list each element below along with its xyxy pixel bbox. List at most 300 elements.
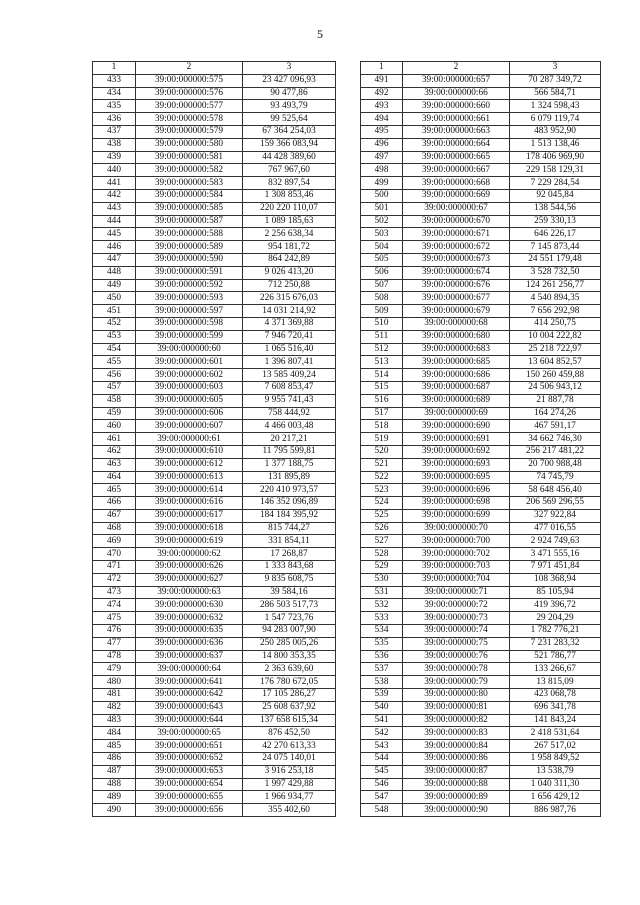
row-number-cell: 449 [93, 279, 136, 292]
row-number-cell: 486 [93, 753, 136, 766]
row-number-cell: 503 [361, 228, 403, 241]
value-cell: 17 268,87 [243, 548, 336, 561]
value-cell: 133 266,67 [510, 663, 601, 676]
value-cell: 286 503 517,73 [243, 599, 336, 612]
row-number-cell: 447 [93, 253, 136, 266]
table-row [361, 87, 601, 100]
value-cell: 2 256 638,34 [243, 228, 336, 241]
row-number-cell: 496 [361, 138, 403, 151]
cadastral-number-cell: 39:00:000000:663 [403, 125, 510, 138]
row-number-cell: 450 [93, 292, 136, 305]
header-cell-1: 1 [93, 62, 136, 75]
cadastral-number-cell: 39:00:000000:619 [136, 535, 243, 548]
cadastral-number-cell: 39:00:000000:690 [403, 420, 510, 433]
value-cell: 2 418 531,64 [510, 727, 601, 740]
value-cell: 7 231 283,32 [510, 637, 601, 650]
table-row [361, 138, 601, 151]
row-number-cell: 474 [93, 599, 136, 612]
row-number-cell: 468 [93, 522, 136, 535]
table-row [361, 727, 601, 740]
value-cell: 566 584,71 [510, 87, 601, 100]
row-number-cell: 441 [93, 177, 136, 190]
table-row [93, 87, 336, 100]
value-cell: 24 551 179,48 [510, 253, 601, 266]
row-number-cell: 530 [361, 573, 403, 586]
cadastral-number-cell: 39:00:000000:673 [403, 253, 510, 266]
value-cell: 137 658 615,34 [243, 714, 336, 727]
table-row [93, 164, 336, 177]
cadastral-number-cell: 39:00:000000:581 [136, 151, 243, 164]
table-row [93, 804, 336, 817]
cadastral-number-cell: 39:00:000000:652 [136, 753, 243, 766]
table-row [93, 151, 336, 164]
row-number-cell: 535 [361, 637, 403, 650]
value-cell: 29 204,29 [510, 612, 601, 625]
cadastral-number-cell: 39:00:000000:72 [403, 599, 510, 612]
table-row [361, 471, 601, 484]
table-row [361, 202, 601, 215]
row-number-cell: 488 [93, 778, 136, 791]
value-cell: 24 075 140,01 [243, 753, 336, 766]
table-row [361, 151, 601, 164]
row-number-cell: 472 [93, 573, 136, 586]
table-row [361, 125, 601, 138]
row-number-cell: 455 [93, 356, 136, 369]
table-row [361, 535, 601, 548]
row-number-cell: 476 [93, 625, 136, 638]
value-cell: 74 745,79 [510, 471, 601, 484]
table-row [361, 100, 601, 113]
row-number-cell: 511 [361, 330, 403, 343]
cadastral-number-cell: 39:00:000000:655 [136, 791, 243, 804]
value-cell: 864 242,89 [243, 253, 336, 266]
value-cell: 176 780 672,05 [243, 676, 336, 689]
table-row [361, 522, 601, 535]
row-number-cell: 529 [361, 561, 403, 574]
table-body [361, 74, 601, 816]
value-cell: 2 924 749,63 [510, 535, 601, 548]
cadastral-number-cell: 39:00:000000:601 [136, 356, 243, 369]
table-row [93, 369, 336, 382]
value-cell: 44 428 389,60 [243, 151, 336, 164]
cadastral-number-cell: 39:00:000000:598 [136, 317, 243, 330]
row-number-cell: 512 [361, 343, 403, 356]
row-number-cell: 484 [93, 727, 136, 740]
table-row [93, 548, 336, 561]
row-number-cell: 454 [93, 343, 136, 356]
table-row [93, 471, 336, 484]
row-number-cell: 451 [93, 305, 136, 318]
cadastral-number-cell: 39:00:000000:630 [136, 599, 243, 612]
value-cell: 4 466 003,48 [243, 420, 336, 433]
table-row [93, 445, 336, 458]
page-number: 5 [317, 27, 323, 41]
value-cell: 876 452,50 [243, 727, 336, 740]
row-number-cell: 481 [93, 689, 136, 702]
table-row [93, 458, 336, 471]
row-number-cell: 545 [361, 765, 403, 778]
row-number-cell: 521 [361, 458, 403, 471]
table-row [93, 714, 336, 727]
row-number-cell: 546 [361, 778, 403, 791]
row-number-cell: 501 [361, 202, 403, 215]
cadastral-number-cell: 39:00:000000:693 [403, 458, 510, 471]
row-number-cell: 537 [361, 663, 403, 676]
cadastral-number-cell: 39:00:000000:70 [403, 522, 510, 535]
table-row [93, 727, 336, 740]
cadastral-number-cell: 39:00:000000:64 [136, 663, 243, 676]
value-cell: 9 026 413,20 [243, 266, 336, 279]
cadastral-number-cell: 39:00:000000:74 [403, 625, 510, 638]
cadastral-number-cell: 39:00:000000:87 [403, 765, 510, 778]
cadastral-number-cell: 39:00:000000:68 [403, 317, 510, 330]
table-row [361, 509, 601, 522]
cadastral-number-cell: 39:00:000000:617 [136, 509, 243, 522]
cadastral-number-cell: 39:00:000000:76 [403, 650, 510, 663]
row-number-cell: 482 [93, 701, 136, 714]
value-cell: 267 517,02 [510, 740, 601, 753]
value-cell: 886 987,76 [510, 804, 601, 817]
value-cell: 758 444,92 [243, 407, 336, 420]
row-number-cell: 516 [361, 394, 403, 407]
cadastral-number-cell: 39:00:000000:603 [136, 381, 243, 394]
table-row [93, 509, 336, 522]
cadastral-number-cell: 39:00:000000:579 [136, 125, 243, 138]
table-row [93, 637, 336, 650]
row-number-cell: 462 [93, 445, 136, 458]
table-row [93, 484, 336, 497]
table-row [361, 74, 601, 87]
row-number-cell: 436 [93, 113, 136, 126]
table-row [361, 356, 601, 369]
value-cell: 92 045,84 [510, 189, 601, 202]
cadastral-number-cell: 39:00:000000:683 [403, 343, 510, 356]
cadastral-number-cell: 39:00:000000:672 [403, 241, 510, 254]
table-row [93, 612, 336, 625]
row-number-cell: 528 [361, 548, 403, 561]
table-row [93, 599, 336, 612]
cadastral-number-cell: 39:00:000000:676 [403, 279, 510, 292]
table-row [361, 228, 601, 241]
row-number-cell: 538 [361, 676, 403, 689]
row-number-cell: 434 [93, 87, 136, 100]
row-number-cell: 536 [361, 650, 403, 663]
cadastral-number-cell: 39:00:000000:703 [403, 561, 510, 574]
row-number-cell: 522 [361, 471, 403, 484]
row-number-cell: 494 [361, 113, 403, 126]
row-number-cell: 524 [361, 497, 403, 510]
cadastral-number-cell: 39:00:000000:610 [136, 445, 243, 458]
row-number-cell: 508 [361, 292, 403, 305]
cadastral-number-cell: 39:00:000000:588 [136, 228, 243, 241]
table-row [361, 689, 601, 702]
row-number-cell: 489 [93, 791, 136, 804]
cadastral-number-cell: 39:00:000000:627 [136, 573, 243, 586]
row-number-cell: 519 [361, 433, 403, 446]
row-number-cell: 463 [93, 458, 136, 471]
cadastral-number-cell: 39:00:000000:664 [403, 138, 510, 151]
table-row [361, 433, 601, 446]
row-number-cell: 505 [361, 253, 403, 266]
table-row [361, 113, 601, 126]
value-cell: 423 068,78 [510, 689, 601, 702]
value-cell: 7 656 292,98 [510, 305, 601, 318]
table-row [361, 292, 601, 305]
value-cell: 20 700 988,48 [510, 458, 601, 471]
row-number-cell: 477 [93, 637, 136, 650]
value-cell: 327 922,84 [510, 509, 601, 522]
table-row [93, 177, 336, 190]
value-cell: 70 287 349,72 [510, 74, 601, 87]
value-cell: 250 285 005,26 [243, 637, 336, 650]
table-row [361, 445, 601, 458]
row-number-cell: 433 [93, 74, 136, 87]
table-row [93, 676, 336, 689]
cadastral-number-cell: 39:00:000000:81 [403, 701, 510, 714]
value-cell: 17 105 286,27 [243, 689, 336, 702]
value-cell: 483 952,90 [510, 125, 601, 138]
value-cell: 220 220 110,07 [243, 202, 336, 215]
row-number-cell: 531 [361, 586, 403, 599]
cadastral-number-cell: 39:00:000000:73 [403, 612, 510, 625]
row-number-cell: 471 [93, 561, 136, 574]
table-row [93, 420, 336, 433]
value-cell: 1 656 429,12 [510, 791, 601, 804]
table-row [361, 177, 601, 190]
cadastral-number-cell: 39:00:000000:80 [403, 689, 510, 702]
cadastral-number-cell: 39:00:000000:677 [403, 292, 510, 305]
row-number-cell: 465 [93, 484, 136, 497]
row-number-cell: 520 [361, 445, 403, 458]
table-row [93, 100, 336, 113]
row-number-cell: 539 [361, 689, 403, 702]
value-cell: 467 591,17 [510, 420, 601, 433]
cadastral-number-cell: 39:00:000000:593 [136, 292, 243, 305]
row-number-cell: 457 [93, 381, 136, 394]
table-row [93, 394, 336, 407]
table-row [93, 753, 336, 766]
value-cell: 229 158 129,31 [510, 164, 601, 177]
value-cell: 1 547 723,76 [243, 612, 336, 625]
cadastral-number-cell: 39:00:000000:575 [136, 74, 243, 87]
value-cell: 3 528 732,50 [510, 266, 601, 279]
table-row [361, 778, 601, 791]
cadastral-number-cell: 39:00:000000:83 [403, 727, 510, 740]
row-number-cell: 525 [361, 509, 403, 522]
value-cell: 2 363 639,60 [243, 663, 336, 676]
row-number-cell: 435 [93, 100, 136, 113]
value-cell: 1 324 598,43 [510, 100, 601, 113]
table-row [93, 266, 336, 279]
row-number-cell: 442 [93, 189, 136, 202]
cadastral-number-cell: 39:00:000000:637 [136, 650, 243, 663]
cadastral-number-cell: 39:00:000000:577 [136, 100, 243, 113]
value-cell: 7 608 853,47 [243, 381, 336, 394]
row-number-cell: 507 [361, 279, 403, 292]
row-number-cell: 523 [361, 484, 403, 497]
table-row [361, 164, 601, 177]
cadastral-number-cell: 39:00:000000:689 [403, 394, 510, 407]
cadastral-number-cell: 39:00:000000:636 [136, 637, 243, 650]
table-row [361, 497, 601, 510]
value-cell: 3 471 555,16 [510, 548, 601, 561]
row-number-cell: 506 [361, 266, 403, 279]
value-cell: 25 218 722,97 [510, 343, 601, 356]
table-row [361, 407, 601, 420]
cadastral-number-cell: 39:00:000000:679 [403, 305, 510, 318]
row-number-cell: 440 [93, 164, 136, 177]
value-cell: 131 895,89 [243, 471, 336, 484]
cadastral-number-cell: 39:00:000000:66 [403, 87, 510, 100]
table-row [93, 778, 336, 791]
cadastral-number-cell: 39:00:000000:607 [136, 420, 243, 433]
row-number-cell: 540 [361, 701, 403, 714]
value-cell: 3 916 253,18 [243, 765, 336, 778]
value-cell: 815 744,27 [243, 522, 336, 535]
value-cell: 10 004 222,82 [510, 330, 601, 343]
cadastral-number-cell: 39:00:000000:612 [136, 458, 243, 471]
table-row [361, 317, 601, 330]
row-number-cell: 515 [361, 381, 403, 394]
cadastral-number-cell: 39:00:000000:702 [403, 548, 510, 561]
row-number-cell: 446 [93, 241, 136, 254]
row-number-cell: 485 [93, 740, 136, 753]
table-row [93, 561, 336, 574]
table-row [93, 228, 336, 241]
row-number-cell: 543 [361, 740, 403, 753]
row-number-cell: 483 [93, 714, 136, 727]
cadastral-number-cell: 39:00:000000:657 [403, 74, 510, 87]
table-row [361, 215, 601, 228]
row-number-cell: 478 [93, 650, 136, 663]
table-row [361, 791, 601, 804]
table-row [93, 650, 336, 663]
row-number-cell: 480 [93, 676, 136, 689]
table-row [361, 650, 601, 663]
table-row [361, 458, 601, 471]
cadastral-number-cell: 39:00:000000:576 [136, 87, 243, 100]
value-cell: 4 540 894,35 [510, 292, 601, 305]
value-cell: 124 261 256,77 [510, 279, 601, 292]
cadastral-number-cell: 39:00:000000:90 [403, 804, 510, 817]
row-number-cell: 458 [93, 394, 136, 407]
row-number-cell: 544 [361, 753, 403, 766]
value-cell: 58 648 456,40 [510, 484, 601, 497]
header-cell-3: 3 [510, 62, 601, 75]
row-number-cell: 490 [93, 804, 136, 817]
cadastral-number-cell: 39:00:000000:618 [136, 522, 243, 535]
row-number-cell: 514 [361, 369, 403, 382]
value-cell: 13 585 409,24 [243, 369, 336, 382]
table-row [93, 305, 336, 318]
table-row [361, 420, 601, 433]
row-number-cell: 473 [93, 586, 136, 599]
row-number-cell: 487 [93, 765, 136, 778]
cadastral-number-cell: 39:00:000000:587 [136, 215, 243, 228]
table-row [361, 765, 601, 778]
row-number-cell: 443 [93, 202, 136, 215]
value-cell: 7 971 451,84 [510, 561, 601, 574]
cadastral-number-cell: 39:00:000000:79 [403, 676, 510, 689]
cadastral-number-cell: 39:00:000000:696 [403, 484, 510, 497]
value-cell: 206 569 296,55 [510, 497, 601, 510]
cadastral-number-cell: 39:00:000000:643 [136, 701, 243, 714]
cadastral-number-cell: 39:00:000000:584 [136, 189, 243, 202]
row-number-cell: 532 [361, 599, 403, 612]
cadastral-number-cell: 39:00:000000:602 [136, 369, 243, 382]
value-cell: 42 270 613,33 [243, 740, 336, 753]
cadastral-number-cell: 39:00:000000:667 [403, 164, 510, 177]
cadastral-number-cell: 39:00:000000:613 [136, 471, 243, 484]
table-row [93, 241, 336, 254]
data-table-right [360, 61, 601, 817]
header-cell-2: 2 [136, 62, 243, 75]
row-number-cell: 445 [93, 228, 136, 241]
value-cell: 1 065 516,40 [243, 343, 336, 356]
table-row [361, 586, 601, 599]
row-number-cell: 439 [93, 151, 136, 164]
value-cell: 259 330,13 [510, 215, 601, 228]
value-cell: 14 031 214,92 [243, 305, 336, 318]
value-cell: 6 079 119,74 [510, 113, 601, 126]
cadastral-number-cell: 39:00:000000:626 [136, 561, 243, 574]
cadastral-number-cell: 39:00:000000:86 [403, 753, 510, 766]
cadastral-number-cell: 39:00:000000:592 [136, 279, 243, 292]
row-number-cell: 500 [361, 189, 403, 202]
value-cell: 712 250,88 [243, 279, 336, 292]
value-cell: 1 997 429,88 [243, 778, 336, 791]
value-cell: 1 958 849,52 [510, 753, 601, 766]
value-cell: 220 410 973,57 [243, 484, 336, 497]
value-cell: 39 584,16 [243, 586, 336, 599]
table-row [361, 381, 601, 394]
value-cell: 419 396,72 [510, 599, 601, 612]
row-number-cell: 517 [361, 407, 403, 420]
cadastral-number-cell: 39:00:000000:583 [136, 177, 243, 190]
header-cell-3: 3 [243, 62, 336, 75]
value-cell: 108 368,94 [510, 573, 601, 586]
value-cell: 23 427 096,93 [243, 74, 336, 87]
table-row [361, 343, 601, 356]
row-number-cell: 438 [93, 138, 136, 151]
cadastral-number-cell: 39:00:000000:88 [403, 778, 510, 791]
header-cell-1: 1 [361, 62, 403, 75]
cadastral-number-cell: 39:00:000000:590 [136, 253, 243, 266]
row-number-cell: 467 [93, 509, 136, 522]
value-cell: 20 217,21 [243, 433, 336, 446]
value-cell: 477 016,55 [510, 522, 601, 535]
table-row [93, 522, 336, 535]
table-row [93, 138, 336, 151]
cadastral-number-cell: 39:00:000000:665 [403, 151, 510, 164]
value-cell: 184 184 395,92 [243, 509, 336, 522]
value-cell: 414 250,75 [510, 317, 601, 330]
table-row [93, 625, 336, 638]
cadastral-number-cell: 39:00:000000:614 [136, 484, 243, 497]
table-row [361, 266, 601, 279]
cadastral-number-cell: 39:00:000000:605 [136, 394, 243, 407]
table-row [93, 113, 336, 126]
cadastral-number-cell: 39:00:000000:63 [136, 586, 243, 599]
cadastral-number-cell: 39:00:000000:686 [403, 369, 510, 382]
table-row [93, 292, 336, 305]
cadastral-number-cell: 39:00:000000:635 [136, 625, 243, 638]
table-row [93, 433, 336, 446]
cadastral-number-cell: 39:00:000000:606 [136, 407, 243, 420]
value-cell: 1 966 934,77 [243, 791, 336, 804]
value-cell: 13 604 852,57 [510, 356, 601, 369]
row-number-cell: 491 [361, 74, 403, 87]
